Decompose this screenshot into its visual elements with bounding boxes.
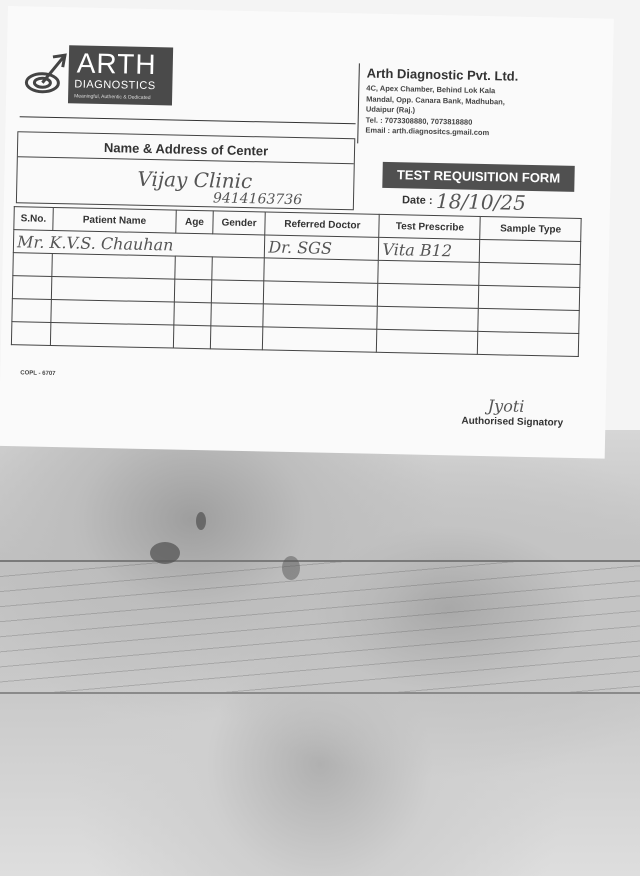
column-header: Patient Name xyxy=(53,207,177,233)
test-prescribe-cell: Vita B12 xyxy=(379,237,480,262)
address-line: Mandal, Opp. Canara Bank, Madhuban, xyxy=(366,94,505,106)
center-box xyxy=(16,131,355,210)
logo-tagline: Meaningful, Authentic & Dedicated xyxy=(74,93,151,102)
address-line: Email : arth.diagnositcs.gmail.com xyxy=(365,125,490,138)
company-name: Arth Diagnostic Pvt. Ltd. xyxy=(366,65,519,84)
date-value: 18/10/25 xyxy=(435,189,527,215)
signature-label: Authorised Signatory xyxy=(461,415,564,429)
address-line: Tel. : 7073308880, 7073818880 xyxy=(365,115,473,127)
ink-smudge xyxy=(196,512,206,530)
referred-doctor-cell: Dr. SGS xyxy=(265,235,380,260)
center-box-title: Name & Address of Center xyxy=(103,140,269,159)
ink-smudge xyxy=(150,542,180,564)
patient-name-cell: Mr. K.V.S. Chauhan xyxy=(13,230,265,258)
ink-smudge xyxy=(282,556,300,580)
address-line: 4C, Apex Chamber, Behind Lok Kala xyxy=(366,83,496,96)
column-header: Referred Doctor xyxy=(265,212,380,237)
center-phone: 9414163736 xyxy=(212,190,303,209)
logo-wordmark xyxy=(68,45,173,105)
logo-name: ARTH xyxy=(76,47,157,81)
column-header: Gender xyxy=(213,211,266,235)
requisition-form xyxy=(0,6,614,459)
header-vertical-divider xyxy=(357,63,360,143)
company-address xyxy=(365,84,546,140)
sample-type-cell xyxy=(480,239,581,264)
form-code: COPL - 6707 xyxy=(20,370,56,378)
column-header: S.No. xyxy=(14,207,53,231)
column-header: Sample Type xyxy=(480,216,581,241)
date-label: Date : xyxy=(401,194,433,207)
paper-crease xyxy=(0,560,640,694)
company-logo xyxy=(22,40,183,113)
address-line: Udaipur (Raj.) xyxy=(365,104,416,115)
target-icon xyxy=(22,50,69,97)
form-title-banner: TEST REQUISITION FORM xyxy=(382,162,575,192)
column-header: Test Prescribe xyxy=(379,214,480,239)
center-name: Vijay Clinic xyxy=(137,166,253,194)
header-divider xyxy=(20,116,356,124)
patient-table xyxy=(11,206,582,357)
logo-subname: DIAGNOSTICS xyxy=(74,78,156,93)
column-header: Age xyxy=(176,210,213,234)
signature: Jyoti xyxy=(487,396,525,416)
